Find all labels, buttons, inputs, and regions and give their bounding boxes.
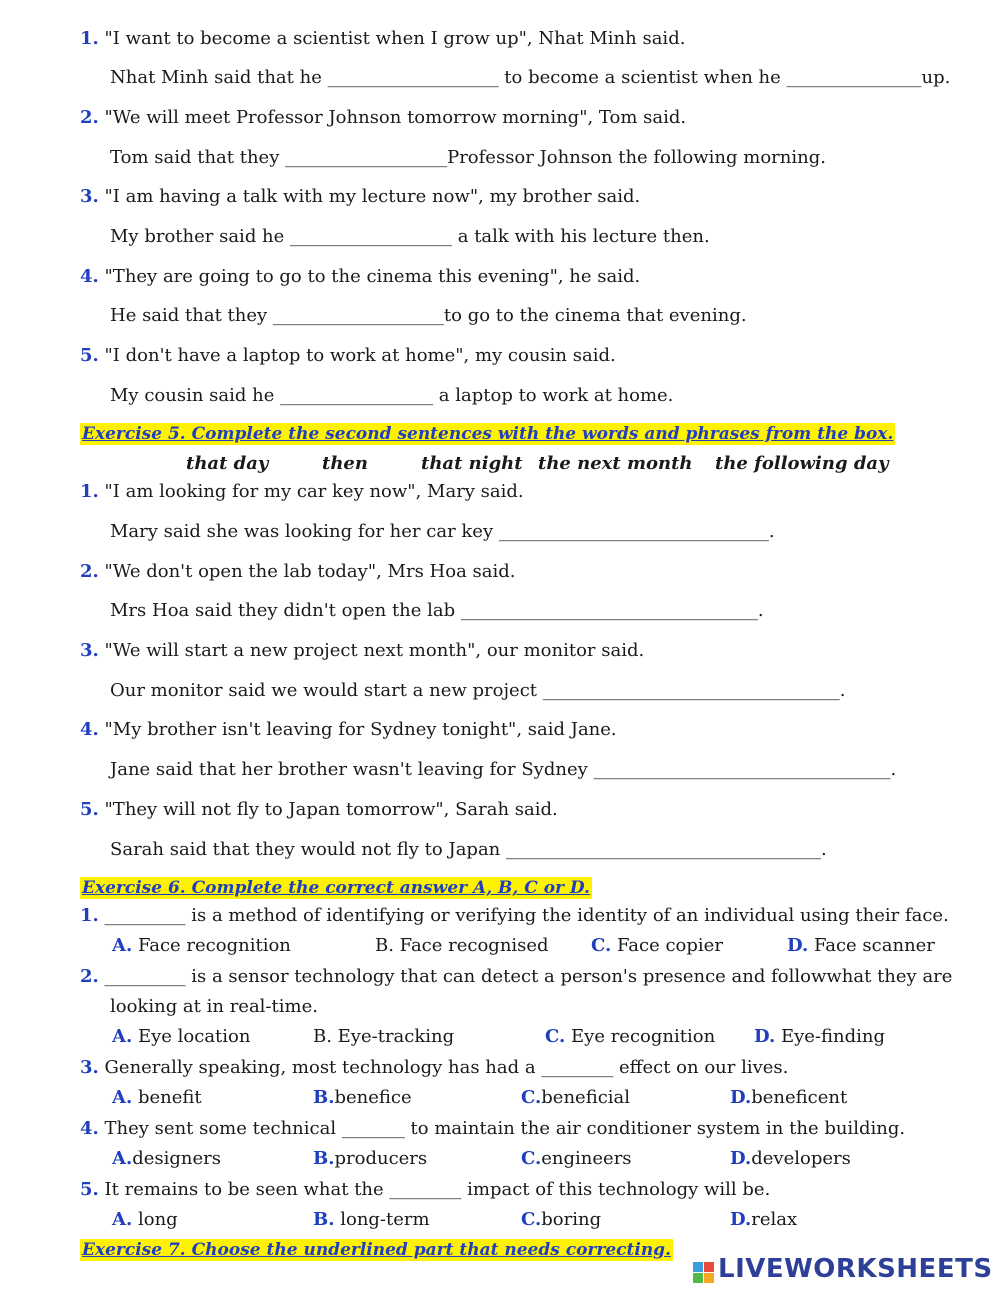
question-text: They sent some technical _______ to maintain the air conditioner system in the building. bbox=[104, 1118, 906, 1139]
question-text: _________ is a method of identifying or verifying the identity of an individual using their face. bbox=[104, 905, 949, 926]
ex6-q1-option-b[interactable] bbox=[375, 935, 549, 957]
ex6-q2 bbox=[80, 966, 952, 988]
ex6-q4 bbox=[80, 1118, 905, 1140]
ex6-q1 bbox=[80, 905, 949, 927]
option-text: producers bbox=[334, 1148, 428, 1169]
option-text: benefice bbox=[334, 1087, 412, 1108]
option-letter: B. bbox=[313, 1209, 335, 1230]
item-number: 5. bbox=[80, 799, 99, 820]
ex5-a4: Jane said that her brother wasn't leaving for Sydney _________________________________. bbox=[110, 759, 897, 780]
item-number: 1. bbox=[80, 481, 99, 502]
ex6-q1-option-c[interactable] bbox=[591, 935, 723, 957]
item-number: 2. bbox=[80, 107, 99, 128]
question-text: It remains to be seen what the ________ impact of this technology will be. bbox=[104, 1179, 771, 1200]
option-letter: C. bbox=[521, 1148, 542, 1169]
ex6-q2-cont: looking at in real-time. bbox=[110, 996, 318, 1017]
option-text: long bbox=[137, 1209, 178, 1230]
question-text: "I am looking for my car key now", Mary said. bbox=[104, 481, 524, 502]
ex6-q3-option-a[interactable] bbox=[112, 1087, 202, 1109]
option-letter: D. bbox=[730, 1087, 752, 1108]
ex6-q5-option-a[interactable] bbox=[112, 1209, 178, 1231]
option-text: boring bbox=[541, 1209, 602, 1230]
ex6-q5-option-d[interactable] bbox=[730, 1209, 797, 1231]
ex6-q1-option-a[interactable] bbox=[112, 935, 291, 957]
ex6-q4-option-c[interactable] bbox=[521, 1148, 632, 1170]
item-number: 2. bbox=[80, 966, 99, 987]
question-text: "I want to become a scientist when I grow up", Nhat Minh said. bbox=[104, 28, 686, 49]
option-text: Eye recognition bbox=[571, 1026, 716, 1047]
option-letter: B. bbox=[313, 1087, 335, 1108]
option-text: benefit bbox=[137, 1087, 202, 1108]
ex5-a5: Sarah said that they would not fly to Japan ___________________________________. bbox=[110, 839, 827, 860]
liveworksheets-logo[interactable] bbox=[693, 1254, 993, 1284]
option-text: Face recognition bbox=[137, 935, 291, 956]
question-text: "They are going to go to the cinema this evening", he said. bbox=[104, 266, 641, 287]
word-box-item: then bbox=[322, 453, 368, 474]
option-text: beneficial bbox=[541, 1087, 631, 1108]
ex5-a1: Mary said she was looking for her car key ______________________________. bbox=[110, 521, 775, 542]
ex4-q4 bbox=[80, 266, 640, 288]
question-text: "My brother isn't leaving for Sydney tonight", said Jane. bbox=[104, 719, 617, 740]
ex5-a2: Mrs Hoa said they didn't open the lab _________________________________. bbox=[110, 600, 764, 621]
ex6-q4-option-b[interactable] bbox=[313, 1148, 427, 1170]
option-letter: C. bbox=[521, 1087, 542, 1108]
question-text: _________ is a sensor technology that can detect a person's presence and followwhat they are bbox=[104, 966, 953, 987]
option-text: B. Eye-tracking bbox=[313, 1026, 455, 1047]
question-text: Generally speaking, most technology has had a ________ effect on our lives. bbox=[104, 1057, 789, 1078]
item-number: 4. bbox=[80, 1118, 99, 1139]
logo-blocks-icon bbox=[693, 1262, 714, 1283]
exercise-title-highlight: Exercise 7. Choose the underlined part that needs correcting. bbox=[82, 1240, 671, 1260]
exercise-5-title bbox=[80, 424, 895, 444]
option-text: beneficent bbox=[751, 1087, 848, 1108]
word-box-item: that day bbox=[186, 453, 269, 474]
word-box-item: the following day bbox=[715, 453, 889, 474]
item-number: 5. bbox=[80, 345, 99, 366]
option-letter: D. bbox=[730, 1209, 752, 1230]
exercise-title-highlight: Exercise 6. Complete the correct answer A, B, C or D. bbox=[82, 878, 590, 898]
option-text: long-term bbox=[340, 1209, 430, 1230]
exercise-title-highlight: Exercise 5. Complete the second sentences with the words and phrases from the box. bbox=[82, 424, 894, 444]
option-text: developers bbox=[751, 1148, 851, 1169]
ex6-q2-option-d[interactable] bbox=[754, 1026, 885, 1048]
option-text: designers bbox=[132, 1148, 222, 1169]
ex6-q5-option-c[interactable] bbox=[521, 1209, 601, 1231]
exercise-7-title bbox=[80, 1240, 673, 1260]
ex6-q3-option-b[interactable] bbox=[313, 1087, 412, 1109]
item-number: 1. bbox=[80, 905, 99, 926]
ex6-q3 bbox=[80, 1057, 788, 1079]
ex6-q4-option-d[interactable] bbox=[730, 1148, 851, 1170]
option-letter: A. bbox=[112, 1026, 133, 1047]
ex6-q1-option-d[interactable] bbox=[787, 935, 935, 957]
ex6-q5 bbox=[80, 1179, 770, 1201]
ex4-q1 bbox=[80, 28, 685, 50]
option-letter: A. bbox=[112, 935, 133, 956]
item-number: 3. bbox=[80, 640, 99, 661]
question-text: "We don't open the lab today", Mrs Hoa said. bbox=[104, 561, 516, 582]
option-letter: A. bbox=[112, 1087, 133, 1108]
option-text: relax bbox=[751, 1209, 798, 1230]
question-text: "We will meet Professor Johnson tomorrow morning", Tom said. bbox=[104, 107, 687, 128]
logo-text: LIVEWORKSHEETS bbox=[718, 1254, 993, 1284]
ex5-q5 bbox=[80, 799, 558, 821]
word-box-item: the next month bbox=[538, 453, 693, 474]
ex6-q2-option-b[interactable] bbox=[313, 1026, 454, 1048]
option-text: Face scanner bbox=[813, 935, 935, 956]
ex6-q3-option-d[interactable] bbox=[730, 1087, 847, 1109]
ex5-q1 bbox=[80, 481, 524, 503]
ex5-q4 bbox=[80, 719, 617, 741]
option-letter: C. bbox=[521, 1209, 542, 1230]
option-text: B. Face recognised bbox=[375, 935, 549, 956]
option-letter: D. bbox=[787, 935, 809, 956]
ex5-q2 bbox=[80, 561, 516, 583]
option-letter: A. bbox=[112, 1148, 133, 1169]
option-text: Eye-finding bbox=[780, 1026, 886, 1047]
option-letter: B. bbox=[313, 1148, 335, 1169]
option-text: Eye location bbox=[137, 1026, 251, 1047]
option-text: engineers bbox=[541, 1148, 632, 1169]
ex6-q5-option-b[interactable] bbox=[313, 1209, 430, 1231]
option-letter: C. bbox=[545, 1026, 566, 1047]
item-number: 4. bbox=[80, 719, 99, 740]
ex4-a2: Tom said that they __________________Professor Johnson the following morning. bbox=[110, 147, 826, 168]
ex5-a3: Our monitor said we would start a new project _________________________________. bbox=[110, 680, 846, 701]
option-text: Face copier bbox=[617, 935, 723, 956]
ex4-a4: He said that they ___________________to go to the cinema that evening. bbox=[110, 305, 747, 326]
ex4-q2 bbox=[80, 107, 686, 129]
question-text: "I don't have a laptop to work at home", my cousin said. bbox=[104, 345, 616, 366]
ex6-q2-option-a[interactable] bbox=[112, 1026, 250, 1048]
item-number: 2. bbox=[80, 561, 99, 582]
option-letter: D. bbox=[754, 1026, 776, 1047]
ex4-q3 bbox=[80, 186, 640, 208]
ex6-q4-option-a[interactable] bbox=[112, 1148, 221, 1170]
ex4-a1: Nhat Minh said that he ___________________ to become a scientist when he _______________up. bbox=[110, 67, 951, 88]
item-number: 3. bbox=[80, 186, 99, 207]
ex4-q5 bbox=[80, 345, 616, 367]
ex6-q2-option-c[interactable] bbox=[545, 1026, 715, 1048]
word-box-item: that night bbox=[421, 453, 523, 474]
ex4-a5: My cousin said he _________________ a laptop to work at home. bbox=[110, 385, 674, 406]
item-number: 5. bbox=[80, 1179, 99, 1200]
option-letter: A. bbox=[112, 1209, 133, 1230]
question-text: "They will not fly to Japan tomorrow", Sarah said. bbox=[104, 799, 558, 820]
question-text: "I am having a talk with my lecture now", my brother said. bbox=[104, 186, 641, 207]
question-text: "We will start a new project next month", our monitor said. bbox=[104, 640, 645, 661]
exercise-6-title bbox=[80, 878, 592, 898]
ex5-q3 bbox=[80, 640, 644, 662]
ex4-a3: My brother said he __________________ a talk with his lecture then. bbox=[110, 226, 710, 247]
ex6-q3-option-c[interactable] bbox=[521, 1087, 630, 1109]
item-number: 1. bbox=[80, 28, 99, 49]
option-letter: D. bbox=[730, 1148, 752, 1169]
option-letter: C. bbox=[591, 935, 612, 956]
item-number: 4. bbox=[80, 266, 99, 287]
item-number: 3. bbox=[80, 1057, 99, 1078]
